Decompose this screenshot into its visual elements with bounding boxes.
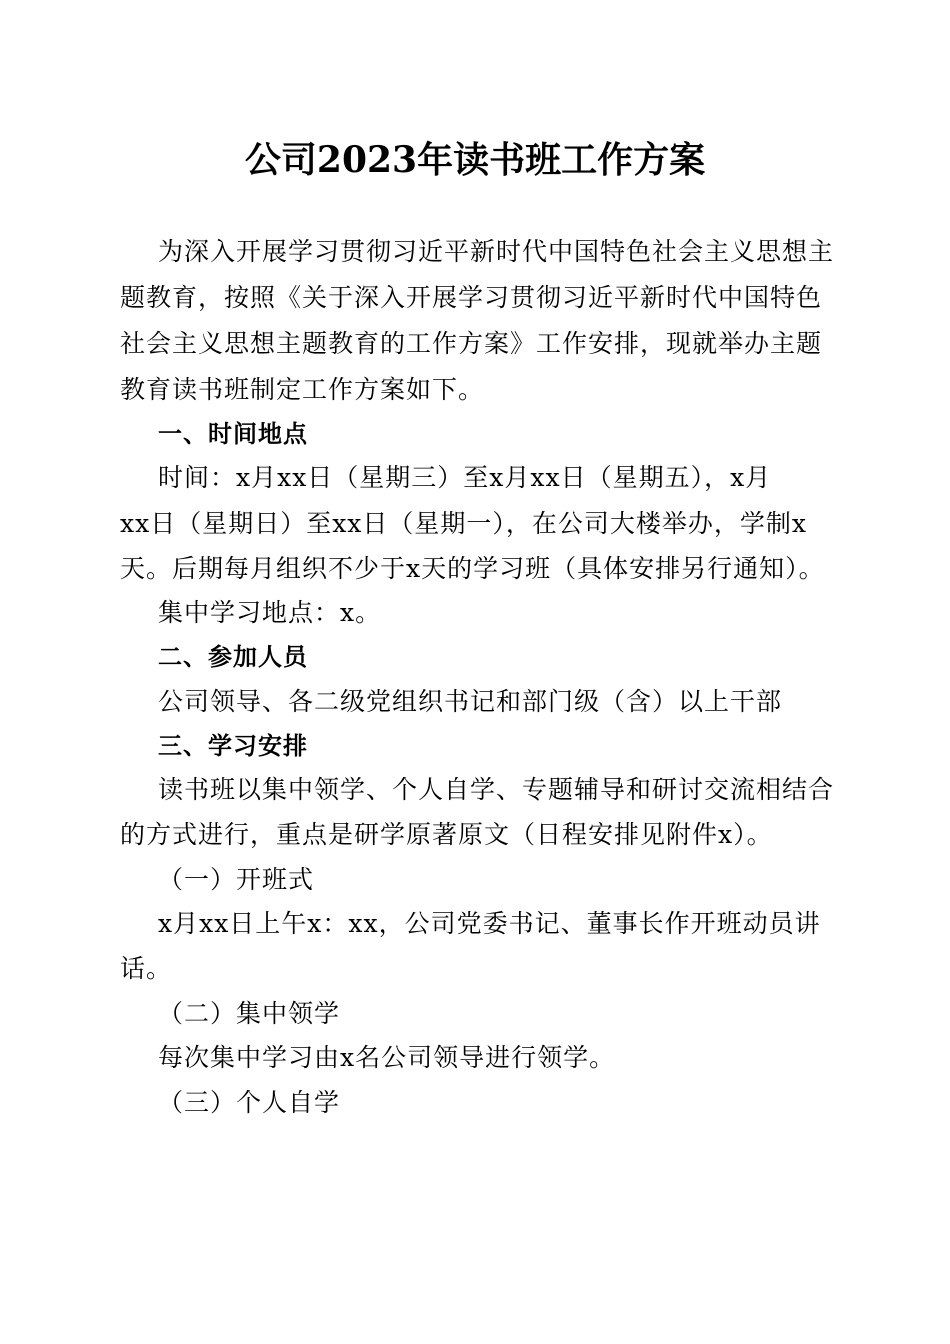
section-2-heading: 二、参加人员 (158, 643, 308, 671)
section-3-line-1: 读书班以集中领学、个人自学、专题辅导和研讨交流相结合 (158, 775, 835, 804)
document-title: 公司2023年读书班工作方案 (244, 139, 706, 181)
subsection-1-line-2: 话。 (120, 954, 173, 983)
section-1-place: 集中学习地点：x。 (158, 598, 382, 627)
section-1-heading: 一、时间地点 (158, 420, 308, 448)
section-1-time-line-2: xx日（星期日）至xx日（星期一），在公司大楼举办，学制x (120, 509, 807, 538)
section-2-text: 公司领导、各二级党组织书记和部门级（含）以上干部 (158, 687, 783, 716)
section-3-heading: 三、学习安排 (158, 732, 308, 760)
subsection-2-heading: （二）集中领学 (158, 999, 341, 1028)
intro-line-1: 为深入开展学习贯彻习近平新时代中国特色社会主义思想主 (158, 237, 835, 266)
subsection-1-line-1: x月xx日上午x：xx，公司党委书记、董事长作开班动员讲 (158, 909, 821, 938)
section-3-line-2: 的方式进行，重点是研学原著原文（日程安排见附件x）。 (120, 820, 773, 849)
section-1-time-line-3: 天。后期每月组织不少于x天的学习班（具体安排另行通知）。 (120, 554, 825, 583)
subsection-3-heading: （三）个人自学 (158, 1088, 341, 1117)
intro-line-4: 教育读书班制定工作方案如下。 (120, 375, 485, 404)
subsection-2-text: 每次集中学习由x名公司领导进行领学。 (158, 1043, 616, 1072)
intro-line-2: 题教育，按照《关于深入开展学习贯彻习近平新时代中国特色 (120, 283, 823, 312)
intro-line-3: 社会主义思想主题教育的工作方案》工作安排，现就举办主题 (120, 329, 823, 358)
subsection-1-heading: （一）开班式 (158, 865, 315, 894)
section-1-time-line-1: 时间：x月xx日（星期三）至x月xx日（星期五），x月 (158, 463, 772, 492)
